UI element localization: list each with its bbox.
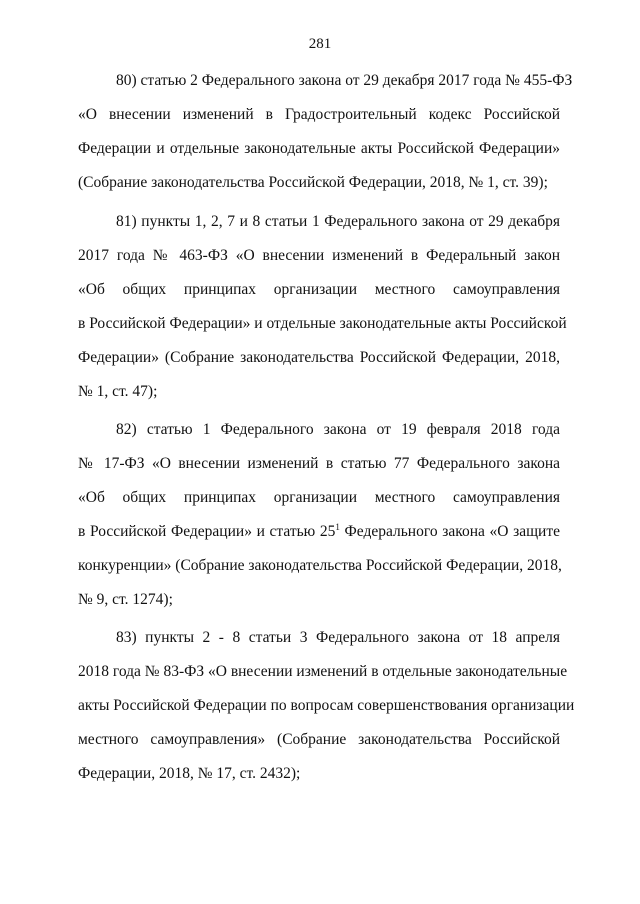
list-item-80 bbox=[78, 64, 573, 200]
text-line: 80) статью 2 Федерального закона от 29 декабря 2017 года № 455-ФЗ bbox=[116, 72, 573, 89]
superscript: 1 bbox=[335, 522, 340, 532]
text-line: Федерации и отдельные законодательные акты Российской Федерации» bbox=[78, 140, 560, 157]
text-line: 83) пункты 2 - 8 статьи 3 Федерального закона от 18 апреля bbox=[116, 629, 560, 646]
text-line: 2017 года № 463-ФЗ «О внесении изменений в Федеральный закон bbox=[78, 247, 560, 264]
text-line: (Собрание законодательства Российской Федерации, 2018, № 1, ст. 39); bbox=[78, 174, 548, 191]
text-line bbox=[78, 515, 560, 549]
text-line: № 1, ст. 47); bbox=[78, 383, 158, 400]
text-line: № 9, ст. 1274); bbox=[78, 591, 173, 608]
list-item-83 bbox=[78, 621, 575, 791]
text-segment: в Российской Федерации» и статью 25 bbox=[78, 523, 336, 540]
text-line: в Российской Федерации» и отдельные законодательные акты Российской bbox=[78, 315, 567, 332]
text-line: конкуренции» (Собрание законодательства Российской Федерации, 2018, bbox=[78, 557, 562, 574]
text-line: № 17-ФЗ «О внесении изменений в статью 77 Федерального закона bbox=[78, 455, 560, 472]
text-line: 81) пункты 1, 2, 7 и 8 статьи 1 Федерального закона от 29 декабря bbox=[116, 213, 560, 230]
list-item-82 bbox=[78, 413, 560, 617]
text-segment: Федерального закона «О защите bbox=[339, 523, 560, 540]
page-number: 281 bbox=[308, 36, 332, 52]
text-line: местного самоуправления» (Собрание законодательства Российской bbox=[78, 731, 560, 748]
text-line: Федерации» (Собрание законодательства Российской Федерации, 2018, bbox=[78, 349, 560, 366]
text-line: «О внесении изменений в Градостроительный кодекс Российской bbox=[78, 106, 560, 123]
text-line: «Об общих принципах организации местного самоуправления bbox=[78, 281, 560, 298]
text-line: Федерации, 2018, № 17, ст. 2432); bbox=[78, 765, 301, 782]
text-line: «Об общих принципах организации местного самоуправления bbox=[78, 489, 560, 506]
list-item-81 bbox=[78, 205, 567, 409]
text-line: 2018 года № 83-ФЗ «О внесении изменений в отдельные законодательные bbox=[78, 663, 568, 680]
text-line: акты Российской Федерации по вопросам совершенствования организации bbox=[78, 697, 575, 714]
text-line: 82) статью 1 Федерального закона от 19 февраля 2018 года bbox=[116, 421, 560, 438]
